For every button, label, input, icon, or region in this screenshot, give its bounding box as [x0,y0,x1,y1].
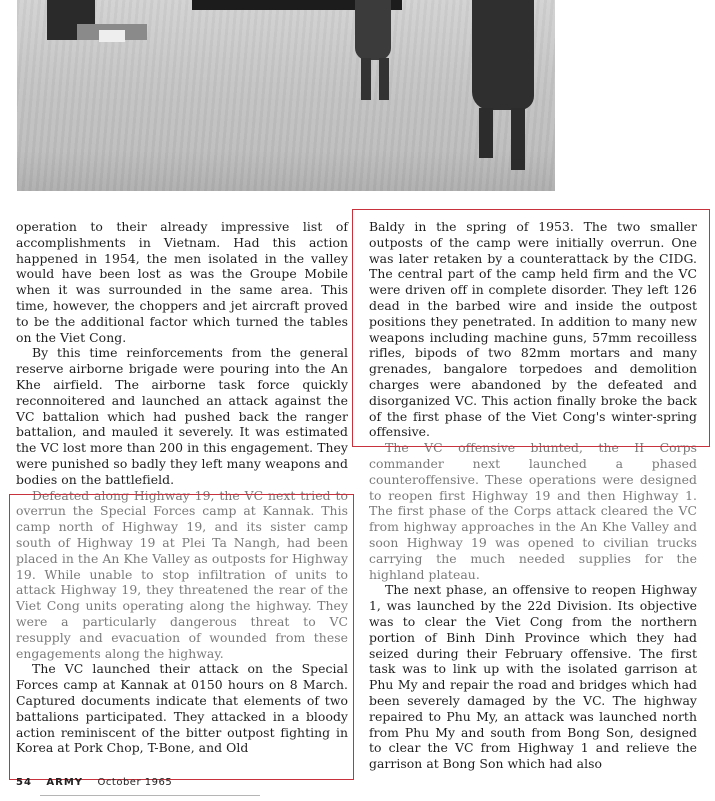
paragraph: Baldy in the spring of 1953. The two smaller outposts of the camp were initially overrun. One was later retaken by a counterattack by the CIDG. The central part of the camp held firm and the VC were driven off in complete disorder. They left 126 dead in the barbed wire and inside the outpost positions they penetrated. In addition to many new weapons including machine guns, 57mm recoilless rifles, bipods of two 82mm mortars and many grenades, bangalore torpedoes and demolition charges were abandoned by the defeated and disorganized VC. This action finally broke the back of the first phase of the Viet Cong's winter-spring offensive. [369,219,697,440]
page-footer [16,777,182,788]
right-column [369,219,697,772]
issue-date: October 1965 [97,777,173,788]
page-number: 54 [16,777,32,788]
article-photo [17,0,555,191]
magazine-name: ARMY [46,777,84,788]
paragraph: The VC offensive blunted, the II Corps commander next launched a phased counteroffensive. These operations were designed to reopen first Highway 19 and then Highway 1. The first phase of the Corps attack cleared the VC from highway approaches in the An Khe Valley and soon Highway 19 was opened to civilian trucks carrying the much needed supplies for the highland plateau. [369,440,697,582]
left-column [16,219,348,756]
footer-divider [40,795,260,796]
paragraph: The VC launched their attack on the Special Forces camp at Kannak at 0150 hours on 8 March. Captured documents indicate that elements of two battalions participated. They attacked in a bloody action reminiscent of the bitter outpost fighting in Korea at Pork Chop, T-Bone, and Old [16,661,348,756]
paragraph: The next phase, an offensive to reopen Highway 1, was launched by the 22d Division. Its objective was to clear the Viet Cong from the northern portion of Binh Dinh Province which they had seized during their February offensive. The first task was to link up with the isolated garrison at Phu My and repair the road and bridges which had been severely damaged by the VC. The highway repaired to Phu My, an attack was launched north from Phu My and south from Bong Son, designed to clear the VC from Highway 1 and relieve the garrison at Bong Son which had also [369,582,697,772]
paragraph: operation to their already impressive list of accomplishments in Vietnam. Had this action happened in 1954, the men isolated in the valley would have been lost as was the Groupe Mobile when it was surrounded in the same area. This time, however, the choppers and jet aircraft proved to be the additional factor which turned the tables on the Viet Cong. [16,219,348,345]
paragraph: Defeated along Highway 19, the VC next tried to overrun the Special Forces camp at Kannak. This camp north of Highway 19, and its sister camp south of Highway 19 at Plei Ta Nangh, had been placed in the An Khe Valley as outposts for Highway 19. While unable to stop infiltration of units to attack Highway 19, they threatened the rear of the Viet Cong units operating along the highway. They were a particularly dangerous threat to VC resupply and evacuation of wounded from these engagements along the highway. [16,487,348,661]
paragraph: By this time reinforcements from the general reserve airborne brigade were pouring into the An Khe airfield. The airborne task force quickly reconnoitered and launched an attack against the VC battalion which had pushed back the ranger battalion, and mauled it severely. It was estimated the VC lost more than 200 in this engagement. They were punished so badly they left many weapons and bodies on the battlefield. [16,345,348,487]
